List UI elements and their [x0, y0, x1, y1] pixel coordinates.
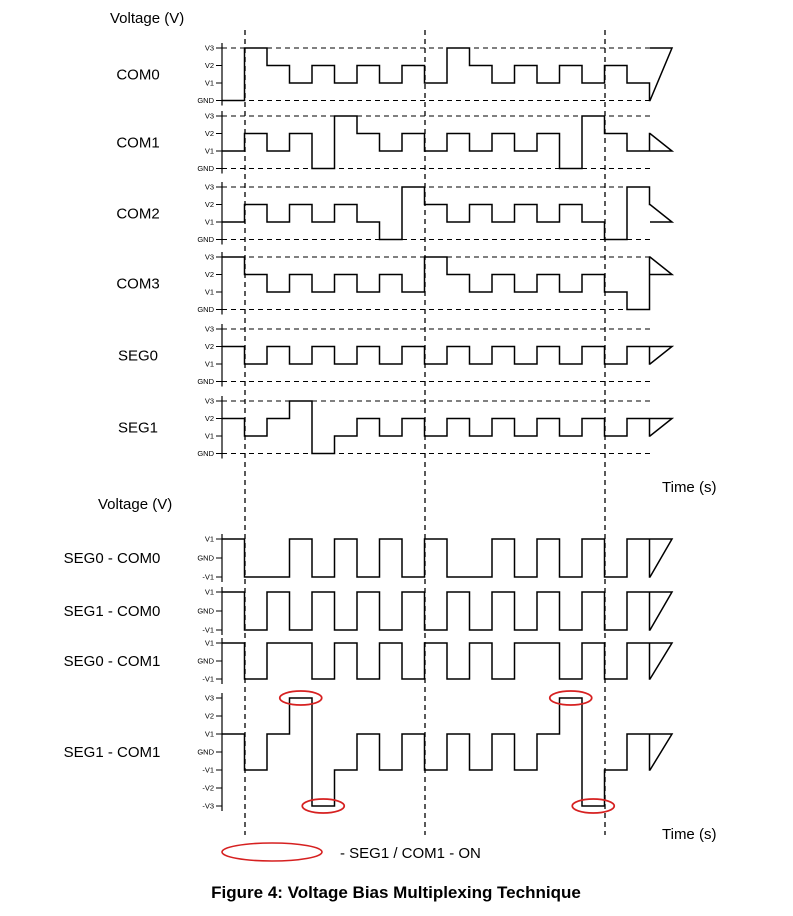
legend-text: - SEG1 / COM1 - ON [340, 845, 481, 862]
level-label: -V1 [202, 625, 214, 635]
panel-com2 [116, 182, 672, 245]
waveform-line [222, 48, 672, 101]
level-label: V1 [204, 638, 214, 648]
level-label: GND [197, 553, 214, 563]
signal-label: SEG0 [117, 347, 159, 365]
panel-com3 [116, 252, 672, 315]
panel-seg1-com0 [64, 587, 672, 635]
level-label: GND [197, 606, 214, 616]
bottom-ylabel: Voltage (V) [98, 496, 173, 513]
level-label: V1 [204, 431, 214, 441]
signal-label: COM2 [116, 205, 160, 223]
level-label: -V2 [202, 783, 214, 793]
level-label: V1 [204, 146, 214, 156]
figure-caption: Figure 4: Voltage Bias Multiplexing Technique [211, 883, 581, 902]
level-label: GND [197, 449, 214, 458]
signal-label: SEG0 - COM0 [63, 550, 161, 567]
panel-com1 [116, 111, 672, 174]
level-label: V2 [204, 129, 214, 138]
level-label: V1 [204, 217, 214, 227]
level-label: V2 [204, 200, 214, 209]
panel-seg0-com1 [64, 638, 672, 684]
level-label: GND [197, 235, 214, 244]
level-label: GND [197, 96, 214, 105]
level-label: -V1 [202, 674, 214, 684]
level-label: V1 [204, 359, 214, 369]
signal-label: SEG1 - COM0 [63, 603, 161, 620]
level-label: V3 [204, 111, 214, 121]
level-label: V3 [204, 43, 214, 53]
level-label: GND [197, 377, 214, 386]
signal-label: SEG0 - COM1 [63, 653, 161, 670]
level-label: V2 [204, 414, 214, 423]
bottom-xlabel: Time (s) [662, 826, 717, 843]
level-label: V2 [204, 61, 214, 70]
level-label: V3 [204, 252, 214, 262]
level-label: V2 [204, 270, 214, 279]
waveform-panels [64, 43, 672, 811]
level-label: -V1 [202, 765, 214, 775]
level-label: GND [197, 305, 214, 314]
level-label: V3 [204, 693, 214, 703]
signal-label: SEG1 - COM1 [63, 744, 161, 761]
signal-label: COM1 [116, 134, 160, 152]
level-label: V2 [204, 711, 214, 721]
level-label: V1 [204, 78, 214, 88]
level-label: V1 [204, 729, 214, 739]
legend [222, 843, 481, 862]
level-label: GND [197, 656, 214, 666]
panel-seg0 [118, 324, 672, 387]
level-label: GND [197, 164, 214, 173]
panel-seg1-com1 [64, 693, 672, 811]
top-ylabel: Voltage (V) [110, 10, 185, 27]
legend-ellipse-icon [222, 843, 322, 861]
level-label: -V3 [202, 801, 214, 811]
level-label: V1 [204, 287, 214, 297]
signal-label: COM0 [116, 66, 160, 84]
panel-seg1 [118, 396, 672, 459]
signal-label: SEG1 [117, 419, 159, 437]
level-label: V2 [204, 342, 214, 351]
level-label: V3 [204, 396, 214, 406]
level-label: V3 [204, 182, 214, 192]
panel-com0 [116, 43, 672, 106]
panel-seg0-com0 [64, 534, 672, 582]
level-label: V1 [204, 587, 214, 597]
level-label: V1 [204, 534, 214, 544]
top-xlabel: Time (s) [662, 479, 717, 496]
level-label: -V1 [202, 572, 214, 582]
signal-label: COM3 [116, 275, 160, 293]
level-label: V3 [204, 324, 214, 334]
level-label: GND [197, 747, 214, 757]
